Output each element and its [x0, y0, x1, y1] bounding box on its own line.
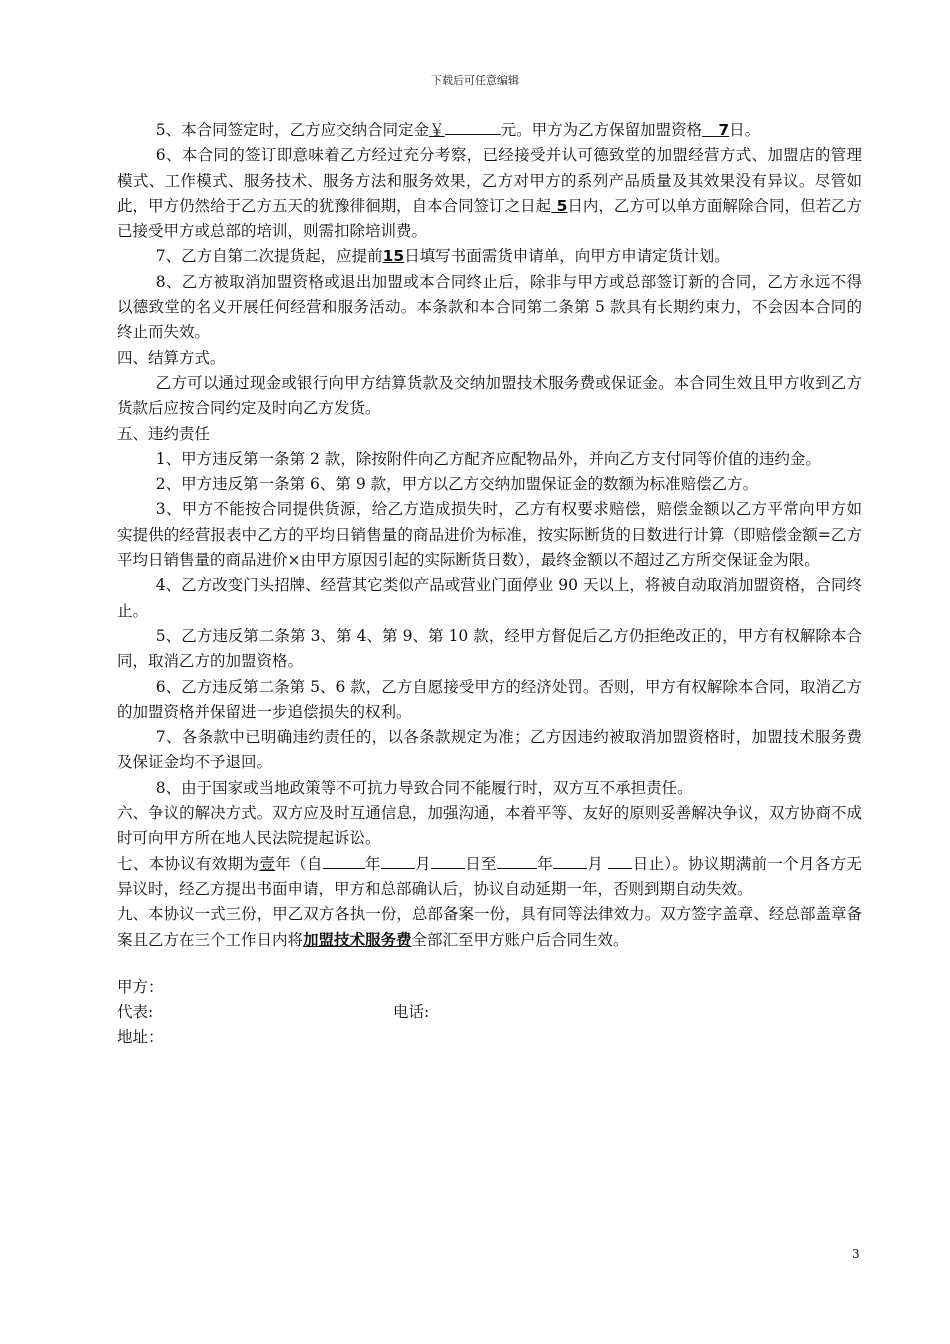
- validity-clause: 七、本协议有效期为壹年（自 年 月 日至 年 月 日止）。协议期满前一个月各方无异议时，经乙方提出书面申请，甲方和总部确认后，协议自动延期一年，否则到期自动失效。: [117, 852, 862, 903]
- order-days: 15: [382, 247, 405, 266]
- signature-block: [117, 975, 862, 1051]
- dispute-clause: 六、争议的解决方式。双方应及时互通信息，加强沟通，本着平等、友好的原则妥善解决争议，双方协商不成时可向甲方所在地人民法院提起诉讼。: [117, 804, 862, 848]
- clause-5: 5、本合同签定时，乙方应交纳合同定金￥ 元。甲方为乙方保留加盟资格 7日。: [117, 118, 862, 143]
- page-number: 3: [852, 1247, 860, 1261]
- address-label: 地址：: [117, 1028, 164, 1047]
- service-fee-label: 加盟技术服务费: [303, 930, 412, 949]
- clause-6: 6、本合同的签订即意味着乙方经过充分考察，已经接受并认可德致堂的加盟经营方式、加盟店的管理模式、工作模式、服务技术、服务方法和服务效果，乙方对甲方的系列产品质量及其效果没有异议。尽管如此，甲方仍然给于乙方五天的犹豫徘徊期，自本合同签订之日起 5日内，乙方可以单方面解除合同，但若乙方已接受甲方或总部的培训，则需扣除培训费。: [117, 146, 862, 241]
- liability-heading: 五、违约责任: [117, 424, 211, 443]
- liability-item: 3、甲方不能按合同提供货源，给乙方造成损失时，乙方有权要求赔偿，赔偿金额以乙方平常向甲方如实提供的经营报表中乙方的平均日销售量的商品进价为标准，按实际断货的日数进行计算（即赔偿金额=乙方平均日销售量的商品进价×由甲方原因引起的实际断货日数），最终金额以不超过乙方所交保证金为限。: [117, 500, 862, 570]
- representative-label: 代表:: [117, 1003, 154, 1022]
- page-header: 下载后可任意编辑: [431, 74, 519, 87]
- liability-item: 7、各条款中已明确违约责任的，以各条款规定为准；乙方因违约被取消加盟资格时，加盟技术服务费及保证金均不予退回。: [117, 728, 862, 772]
- party-a-label: 甲方：: [117, 977, 164, 996]
- phone-label: 电话:: [393, 1003, 430, 1022]
- liability-item: 8、由于国家或当地政策等不可抗力导致合同不能履行时，双方互不承担责任。: [155, 778, 693, 797]
- reserve-days: 7: [718, 121, 730, 139]
- deposit-amount: ￥: [429, 121, 501, 139]
- liability-item: 1、甲方违反第一条第 2 款，除按附件向乙方配齐应配物品外，并向乙方支付同等价值的违约金。: [155, 449, 821, 468]
- settlement-text: 乙方可以通过现金或银行向甲方结算货款及交纳加盟技术服务费或保证金。本合同生效且甲方收到乙方货款后应按合同约定及时向乙方发货。: [117, 373, 862, 418]
- liability-item: 6、乙方违反第二条第 5、6 款，乙方自愿接受甲方的经济处罚。否则，甲方有权解除本合同，取消乙方的加盟资格并保留进一步追偿损失的权利。: [117, 677, 862, 721]
- liability-item: 5、乙方违反第二条第 3、第 4、第 9、第 10 款，经甲方督促后乙方仍拒绝改正的，甲方有权解除本合同，取消乙方的加盟资格。: [117, 626, 862, 671]
- liability-item: 4、乙方改变门头招牌、经营其它类似产品或营业门面停业 90 天以上，将被自动取消加盟资格，合同终止。: [117, 576, 862, 620]
- settlement-heading: 四、结算方式。: [117, 348, 226, 367]
- validity-term: 壹: [259, 854, 276, 873]
- copies-clause: 九、本协议一式三份，甲乙双方各执一份，总部备案一份，具有同等法律效力。双方签字盖章、经总部盖章备案且乙方在三个工作日内将加盟技术服务费全部汇至甲方账户后合同生效。: [117, 905, 862, 949]
- clause-7: 7、乙方自第二次提货起，应提前15日填写书面需货申请单，向甲方申请定货计划。: [155, 247, 730, 266]
- clause-8: 8、乙方被取消加盟资格或退出加盟或本合同终止后，除非与甲方或总部签订新的合同，乙方永远不得以德致堂的名义开展任何经营和服务活动。本条款和本合同第二条第 5 款具有长期约束力，不会因本合同的终止而失效。: [117, 272, 862, 342]
- liability-item: 2、甲方违反第一条第 6、第 9 款，甲方以乙方交纳加盟保证金的数额为标准赔偿乙方。: [155, 475, 759, 494]
- contract-body: [117, 118, 862, 1051]
- hesitation-days: 5: [556, 196, 568, 215]
